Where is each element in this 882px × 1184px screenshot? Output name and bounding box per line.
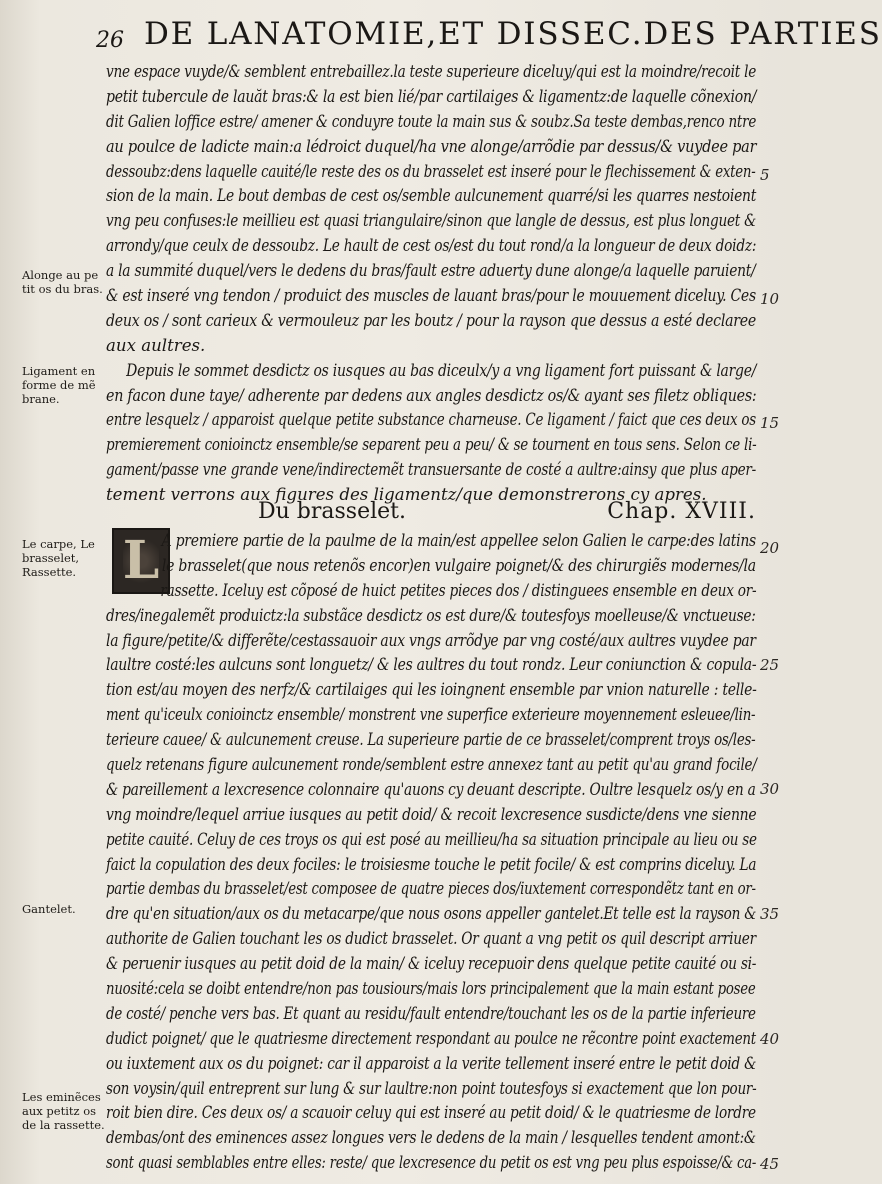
text-line: aux aultres. xyxy=(106,335,206,355)
text-line: partie dembas du brasselet/est composee de quatre pieces dos/iuxtement correspondẽtz tant en or- xyxy=(106,879,756,899)
text-line: vng peu confuses:le meillieu est quasi triangulaire/sinon que langle de dessus, est plus longuet & xyxy=(106,211,756,231)
running-head: DE LANATOMIE,ET DISSEC.DES PARTIES xyxy=(144,16,882,52)
text-line: & est inseré vng tendon / produict des muscles de lauant bras/pour le mouuement diceluy. Ces xyxy=(106,286,756,306)
text-line: laultre costé:les aulcuns sont longuetz/ & les aultres du tout rondz. Leur coniunction & copula- xyxy=(106,655,757,675)
chapter-number: Chap. XVIII. xyxy=(607,499,756,524)
line-number: 15 xyxy=(760,414,780,432)
text-line: en facon dune taye/ adherente par dedens aux angles desdictz os/& ayant ses filetz obliques: xyxy=(106,385,757,405)
text-line: faict la copulation des deux fociles: le troisiesme touche le petit focile/ & est comprins diceluy. La xyxy=(106,854,757,874)
margin-note: Le carpe, Le brasselet, Rassette. xyxy=(22,537,95,579)
initial-letter: L xyxy=(122,530,160,591)
text-line: premierement conioinctz ensemble/se separent peu a peu/ & se tournent en tous sens. Selon ce li- xyxy=(106,435,757,455)
text-line: a la summité duquel/vers le dedens du bras/fault estre aduerty dune alonge/a laquelle paruient/ xyxy=(106,261,756,281)
text-line: dembas/ont des eminences assez longues vers le dedens de la main / lesquelles tendent amont:& xyxy=(106,1128,756,1148)
chapter-title: Du brasselet. xyxy=(258,499,407,524)
text-line: le brasselet(que nous retenõs encor)en vulgaire poignet/& des chirurgiẽs modernes/la xyxy=(161,555,756,575)
text-line: authorite de Galien touchant les os dudict brasselet. Or quant a vng petit os quil descript arriuer xyxy=(106,929,756,949)
text-line: A premiere partie de la paulme de la main/est appellee selon Galien le carpe:des latins xyxy=(161,531,756,550)
text-line: nuosité:cela se doibt entendre/non pas tousiours/mais lors principalement que la main estant posee xyxy=(106,979,756,999)
margin-note: Ligament en forme de mẽ brane. xyxy=(22,364,96,406)
text-line: tion est/au moyen des nerfz/& cartilaiges qui les ioingnent ensemble par vnion naturelle : telle- xyxy=(106,680,757,700)
text-line: entre lesquelz / apparoist quelque petite substance charneuse. Ce ligament / faict que ces deux os xyxy=(106,410,756,430)
line-number: 45 xyxy=(760,1155,780,1173)
line-number: 10 xyxy=(760,290,780,308)
text-line: arrondy/que ceulx de dessoubz. Le hault de cest os/est du tout rond/a la longueur de deux doidz: xyxy=(106,236,757,256)
text-line: tement verrons aux figures des ligamentz/que demonstrerons cy apres. xyxy=(106,485,707,505)
text-line: dres/inegalemẽt produictz:la substãce desdictz os est dure/& toutesfoys moelleuse/& vnctueuse: xyxy=(106,605,756,625)
margin-note: Gantelet. xyxy=(22,902,76,916)
text-line: & peruenir iusques au petit doid de la main/ & iceluy recepuoir dens quelque petite cauité ou si- xyxy=(106,954,757,974)
line-number: 35 xyxy=(760,905,780,923)
text-line: dit Galien loffice estre/ amener & conduyre toute la main sus & soubz.Sa teste dembas,renco ntre xyxy=(106,111,757,131)
margin-note: Les eminẽces aux petitz os de la rassette. xyxy=(22,1090,105,1132)
text-line: sion de la main. Le bout dembas de cest os/semble aulcunement quarré/si les quarres nestoient xyxy=(106,186,757,206)
text-line: & pareillement a lexcresence colonnaire qu'auons cy deuant descripte. Oultre lesquelz os/y en a xyxy=(106,779,756,799)
line-number: 20 xyxy=(760,539,780,557)
text-line: terieure cauee/ & aulcunement creuse. La superieure partie de ce brasselet/comprent troys os/les- xyxy=(106,730,756,750)
text-line: de costé/ penche vers bas. Et quant au residu/fault entendre/touchant les os de la partie inferieure xyxy=(106,1003,756,1023)
text-line: deux os / sont carieux & vermouleuz par les boutz / pour la rayson que dessus a esté declaree xyxy=(106,310,756,330)
text-line: rassette. Iceluy est cõposé de huict petites pieces dos / distinguees ensemble en deux or- xyxy=(160,580,757,600)
line-number: 5 xyxy=(760,166,770,184)
text-line: dudict poignet/ que le quatriesme directement respondant au poulce ne rẽcontre point exactement xyxy=(106,1028,756,1048)
line-number: 30 xyxy=(760,780,780,798)
text-line: petite cauité. Celuy de ces troys os qui est posé au meillieu/ha sa situation principale au lieu ou se xyxy=(106,829,757,849)
text-line: sont quasi semblables entre elles: reste/ que lexcresence du petit os est vng peu plus espoisse/& ca- xyxy=(106,1153,757,1173)
page-number: 26 xyxy=(96,28,124,53)
text-line: petit tubercule de lauăt bras:& la est bien lié/par cartilaiges & ligamentz:de laquelle cõnexion/ xyxy=(106,86,757,106)
text-line: Depuis le sommet desdictz os iusques au bas diceulx/y a vng ligament fort puissant & large/ xyxy=(126,360,757,380)
text-line: gament/passe vne grande vene/indirectemẽt transuersante de costé a aultre:ainsy que plus aper- xyxy=(106,460,757,480)
text-line: dre qu'en situation/aux os du metacarpe/que nous osons appeller gantelet.Et telle est la rayson & xyxy=(106,904,757,924)
text-line: la figure/petite/& differẽte/cestassauoir aux vngs arrõdye par vng costé/aux aultres vuydee par xyxy=(106,630,756,650)
text-line: au poulce de ladicte main:a lédroict duquel/ha vne alonge/arrõdie par dessus/& vuydee par xyxy=(106,136,757,156)
margin-note: Alonge au pe tit os du bras. xyxy=(22,268,103,296)
text-line: dessoubz:dens laquelle cauité/le reste des os du brasselet est inseré pour le flechissement & exten- xyxy=(106,161,756,181)
text-line: vng moindre/lequel arriue iusques au petit doid/ & recoit lexcresence susdicte/dens vne sienne xyxy=(106,804,757,824)
chapter-heading xyxy=(106,499,756,527)
text-line: roit bien dire. Ces deux os/ a scauoir celuy qui est inseré au petit doid/ & le quatriesme de lordre xyxy=(106,1103,756,1123)
chapter-text xyxy=(106,529,766,1176)
text-line: vne espace vuyde/& semblent entrebaillez.la teste superieure diceluy/qui est la moindre/recoit le xyxy=(106,62,757,81)
page-header xyxy=(96,12,882,56)
line-number: 25 xyxy=(760,656,780,674)
text-line: ou iuxtement aux os du poignet: car il apparoist a la verite tellement inseré entre le petit doid & xyxy=(106,1053,757,1073)
text-line: ment qu'iceulx conioinctz ensemble/ monstrent vne superfice exterieure moyennement esleuee/lin- xyxy=(106,705,756,725)
text-line: quelz retenans figure aulcunement ronde/semblent estre annexez tant au petit qu'au grand focile/ xyxy=(106,755,757,775)
body-text xyxy=(106,60,766,508)
line-number: 40 xyxy=(760,1030,780,1048)
text-line: son voysin/quil entreprent sur lung & sur laultre:non point toutesfoys si exactement que lon pour- xyxy=(106,1078,757,1098)
